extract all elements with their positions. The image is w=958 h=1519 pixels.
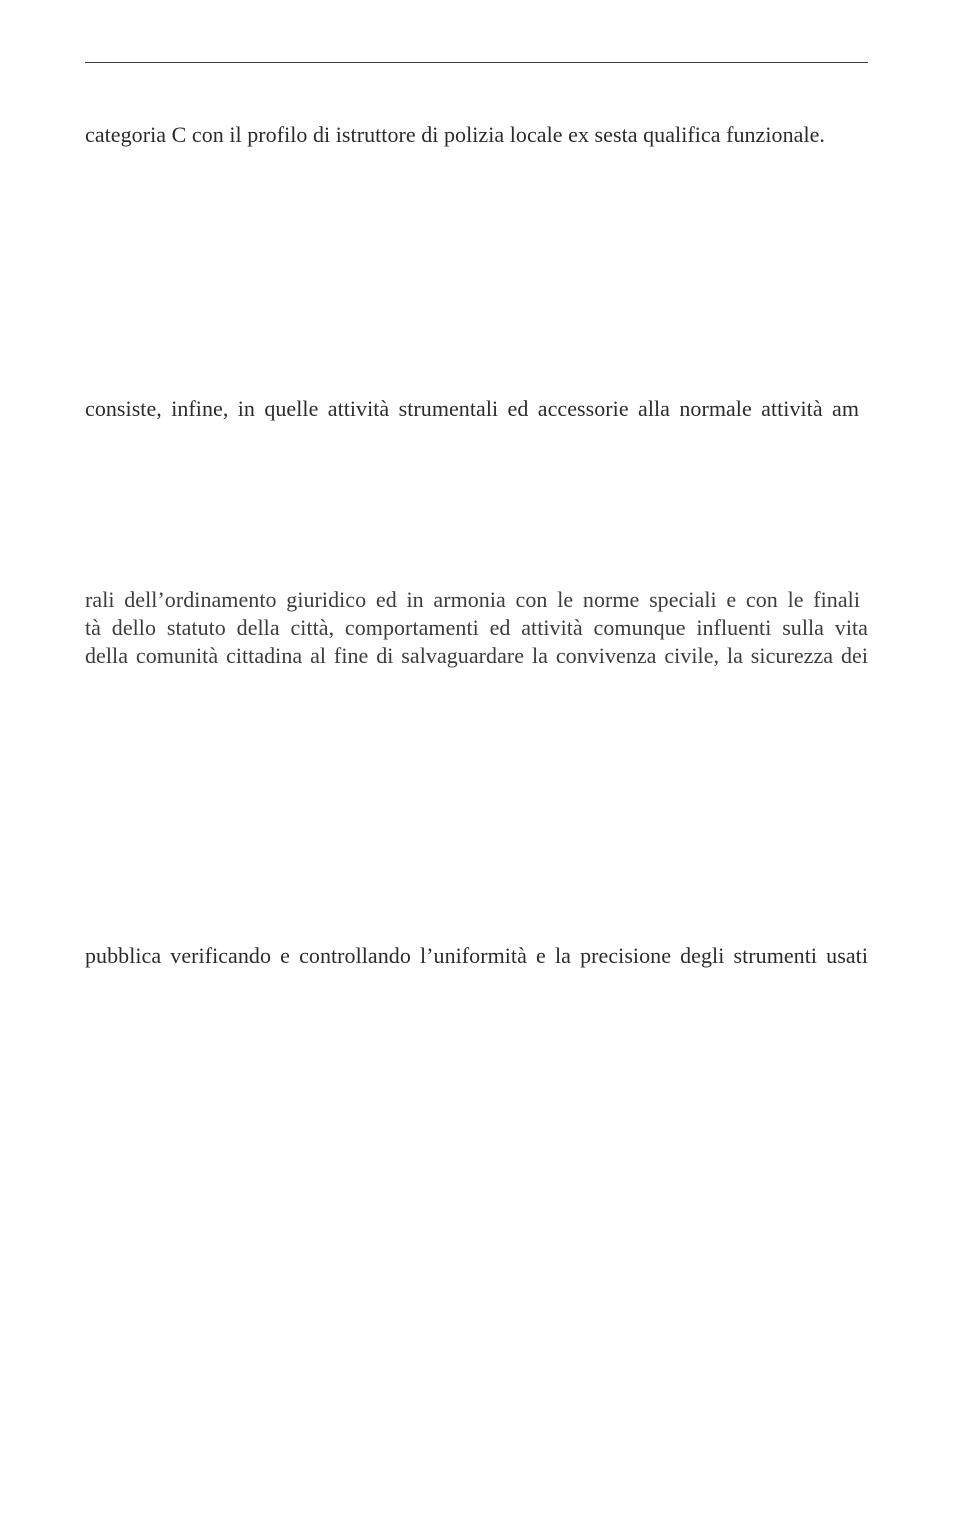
text-line-pubblica: pubblica verificando e controllando l’uniformità e la precisione degli strumenti usati bbox=[85, 943, 868, 968]
header-rule bbox=[85, 62, 868, 63]
text-line-categoria: categoria C con il profilo di istruttore di polizia locale ex sesta qualifica funzionale. bbox=[85, 122, 825, 147]
text-line-statuto: tà dello statuto della città, comportamenti ed attività comunque influenti sulla vita bbox=[85, 615, 868, 640]
text-line-consiste: consiste, infine, in quelle attività strumentali ed accessorie alla normale attività am bbox=[85, 396, 859, 421]
text-line-ordinamento: rali dell’ordinamento giuridico ed in armonia con le norme speciali e con le finali bbox=[85, 587, 860, 612]
text-line-comunita: della comunità cittadina al fine di salvaguardare la convivenza civile, la sicurezza dei bbox=[85, 643, 868, 668]
